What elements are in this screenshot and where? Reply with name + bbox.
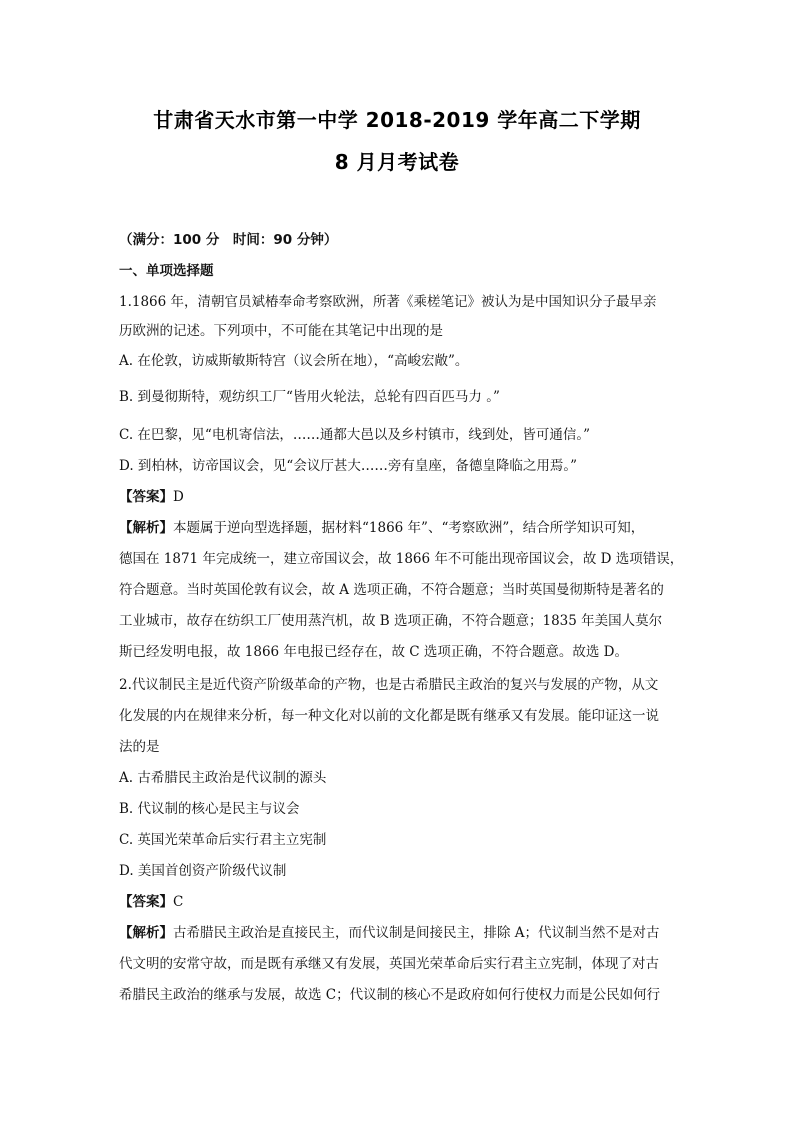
q2-answer	[119, 891, 679, 913]
q1-option-d: D. 到柏林，访帝国议会，见“会议厅甚大……旁有皇座，备德皇降临之用焉。”	[119, 458, 577, 474]
q2-stem-line: 法的是	[119, 739, 160, 755]
q2-analysis-line: 代文明的安常守故，而是既有承继又有发展，英国光荣革命后实行君主立宪制，体现了对古	[119, 956, 659, 972]
answer-value: C	[173, 894, 184, 910]
q1-option-c: C. 在巴黎，见“电机寄信法，……通都大邑以及乡村镇市，线到处，皆可通信。”	[119, 427, 590, 443]
answer-tag: 【答案】	[119, 489, 173, 505]
analysis-tag: 【解析】	[119, 520, 173, 536]
q2-analysis-line: 希腊民主政治的继承与发展，故选 C；代议制的核心不是政府如何行使权力而是公民如何行	[119, 987, 661, 1003]
analysis-tag: 【解析】	[119, 925, 173, 941]
analysis-text: 本题属于逆向型选择题，据材料“1866 年”、“考察欧洲”，结合所学知识可知，	[173, 520, 645, 536]
q1-stem-line: 历欧洲的记述。下列项中，不可能在其笔记中出现的是	[119, 323, 443, 339]
exam-title: 甘肃省天水市第一中学 2018-2019 学年高二下学期	[153, 108, 641, 132]
q2-option-d: D. 美国首创资产阶级代议制	[119, 863, 287, 879]
answer-tag: 【答案】	[119, 894, 173, 910]
exam-subtitle: 8 月月考试卷	[334, 150, 460, 174]
q1-analysis-line: 工业城市，故存在纺织工厂使用蒸汽机，故 B 选项正确，不符合题意；1835 年美国人莫尔	[119, 613, 663, 629]
q1-analysis-line: 斯已经发明电报，故 1866 年电报已经存在，故 C 选项正确，不符合题意。故选 D。	[119, 644, 628, 660]
q1-analysis-line	[119, 517, 679, 539]
exam-info: （满分：100 分 时间：90 分钟）	[119, 232, 338, 248]
q2-option-c: C. 英国光荣革命后实行君主立宪制	[119, 832, 327, 848]
q1-answer	[119, 486, 679, 508]
q1-option-a: A. 在伦敦，访威斯敏斯特宫（议会所在地），“高峻宏敞”。	[119, 353, 469, 369]
section-title: 一、单项选择题	[119, 263, 214, 279]
q2-stem-line: 化发展的内在规律来分析，每一种文化对以前的文化都是既有继承又有发展。能印证这一说	[119, 708, 659, 724]
analysis-text: 古希腊民主政治是直接民主，而代议制是间接民主，排除 A；代议制当然不是对古	[173, 925, 660, 941]
q1-option-b: B. 到曼彻斯特，观纺织工厂“皆用火轮法，总轮有四百匹马力 。”	[119, 389, 500, 405]
q2-option-b: B. 代议制的核心是民主与议会	[119, 801, 300, 817]
q2-analysis-line	[119, 922, 679, 944]
q1-analysis-line: 德国在 1871 年完成统一，建立帝国议会，故 1866 年不可能出现帝国议会，故 D 选项错误，	[119, 551, 684, 567]
q1-analysis-line: 符合题意。当时英国伦敦有议会，故 A 选项正确，不符合题意；当时英国曼彻斯特是著名的	[119, 582, 664, 598]
q2-option-a: A. 古希腊民主政治是代议制的源头	[119, 770, 327, 786]
answer-value: D	[173, 489, 184, 505]
q2-stem-line: 2.代议制民主是近代资产阶级革命的产物，也是古希腊民主政治的复兴与发展的产物，从文	[119, 677, 659, 693]
q1-stem-line: 1.1866 年，清朝官员斌椿奉命考察欧洲，所著《乘槎笔记》被认为是中国知识分子最早亲	[119, 294, 657, 310]
